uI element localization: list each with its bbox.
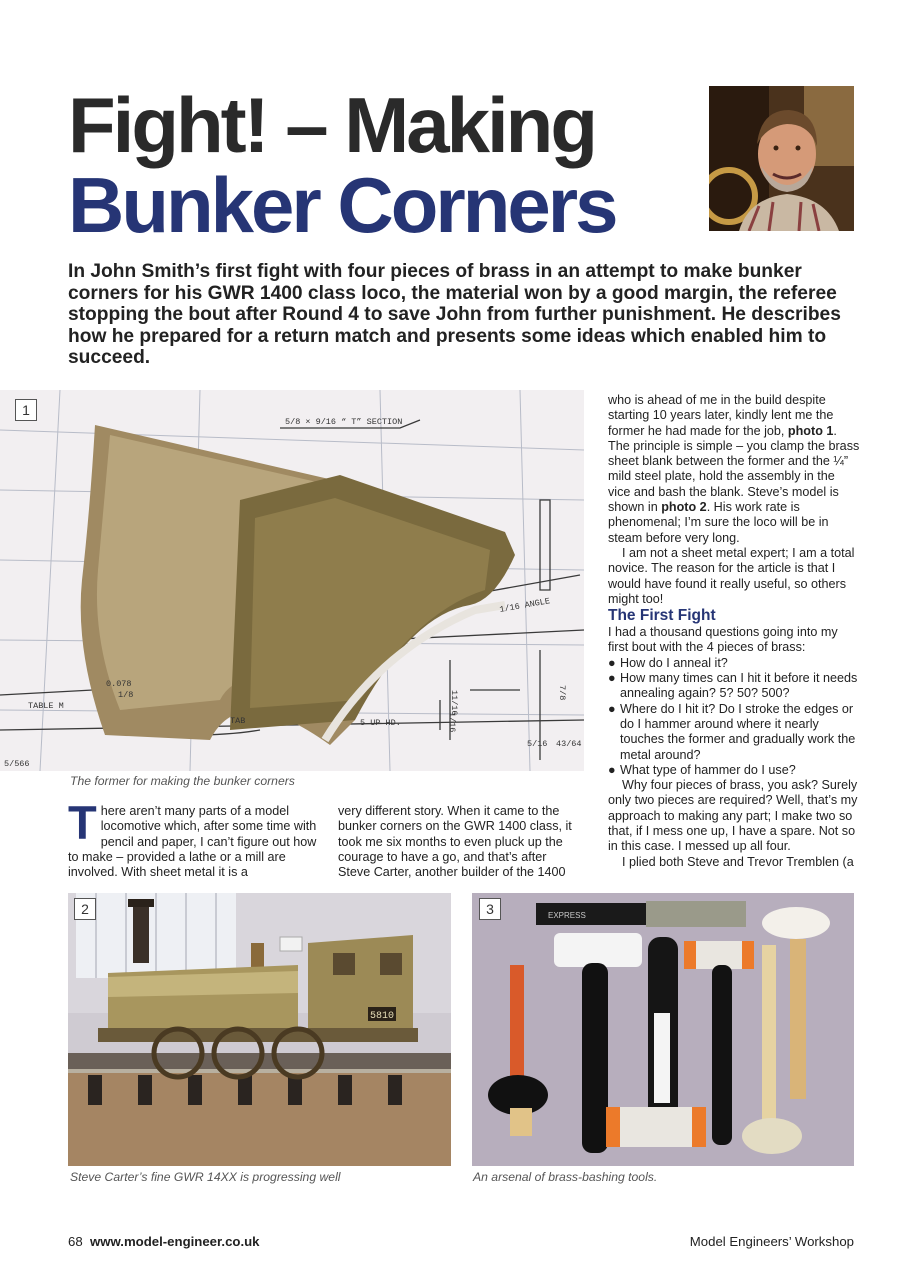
photo-1-caption: The former for making the bunker corners <box>70 774 295 788</box>
col3-paragraph-4: Why four pieces of brass, you ask? Surely only two pieces are required? Well, that’s my approach to making any part; I make two so that, if I mess one up, I have a spare. Not so in this case. I messed up all four. <box>608 778 858 854</box>
col1-text: here aren’t many parts of a model locomotive which, after some time with pencil and paper, I can’t figure out how to make – provided a lathe or a mill are involved. With sheet metal it is a <box>68 804 317 880</box>
title-line-1: Fight! – Making <box>68 81 595 169</box>
photo-1-reference: photo 1 <box>787 423 834 438</box>
title-line-2: Bunker Corners <box>68 161 616 249</box>
drawing-label: 5/8 × 9/16 “ T” SECTION <box>285 417 403 427</box>
loco-number-plate: 5810 <box>370 1011 395 1022</box>
col3-paragraph-5: I plied both Steve and Trevor Tremblen (a <box>622 854 854 869</box>
list-item: ● What type of hammer do I use? <box>608 762 796 777</box>
article-column-1 <box>68 796 324 880</box>
photo-3-number: 3 <box>479 898 501 920</box>
col3-paragraph-1: who is ahead of me in the build despite starting 10 years later, kindly lent me the former he had made for the job, photo 1. The principle is simple – you clamp the brass sheet blank between the former and the ¼” mild steel plate, hold the assembly in the vice and bash the blank. Steve’s model is shown in photo 2. His work rate is phenomenal; I’m sure the loco will be in steam before very long. <box>608 393 860 545</box>
drop-cap: T <box>68 796 97 849</box>
col3-paragraph-3: I had a thousand questions going into my first bout with the 4 pieces of brass: <box>608 625 838 655</box>
photo-2-caption: Steve Carter’s fine GWR 14XX is progressing well <box>70 1170 341 1184</box>
drawing-label: 43/64 <box>556 739 582 749</box>
photo-3-caption: An arsenal of brass-bashing tools. <box>473 1170 658 1184</box>
drawing-label: 5/566 <box>4 759 30 769</box>
col3-paragraph-2: I am not a sheet metal expert; I am a total novice. The reason for the article is that I would have found it really useful, so others might too! <box>608 545 855 606</box>
drawing-label: 11/16 <box>449 690 459 716</box>
photo-2-number: 2 <box>74 898 96 920</box>
section-heading: The First Fight <box>608 607 716 625</box>
drawing-label: TAB <box>230 716 246 726</box>
footer-magazine-name: Model Engineers’ Workshop <box>689 1234 854 1249</box>
drawing-label: TABLE M <box>28 701 64 711</box>
drawing-label: 7/8 <box>557 685 567 701</box>
hammers-image <box>472 893 854 1166</box>
drawing-label: 1/16 <box>447 712 457 733</box>
article-column-3 <box>608 393 860 870</box>
drawing-label: 0.078 <box>106 679 132 689</box>
author-photo <box>709 86 854 231</box>
locomotive-image <box>68 893 451 1166</box>
question-list <box>608 656 860 778</box>
photo-2 <box>68 893 451 1166</box>
page-number: 68 <box>68 1234 83 1249</box>
photo-1-number: 1 <box>15 399 37 421</box>
list-item: ● How do I anneal it? <box>608 655 728 670</box>
drawing-label: 1/8 <box>118 690 134 700</box>
photo-2-reference: photo 2 <box>661 500 707 515</box>
drawing-label: 5/16 <box>527 739 548 749</box>
former-drawing <box>0 390 584 771</box>
drawing-label: 1/16 ANGLE <box>498 596 551 615</box>
list-item: ● How many times can I hit it before it needs annealing again? 5? 50? 500? <box>608 671 858 701</box>
standfirst: In John Smith’s first fight with four pieces of brass in an attempt to make bunker corners for his GWR 1400 class loco, the material won by a good margin, the referee stopping the bout after Round 4 to save John from further punishment. He describes how he prepared for a return match and presents some ideas which enabled him to succeed. <box>68 261 841 368</box>
footer-left <box>68 1234 260 1249</box>
list-item: ● Where do I hit it? Do I stroke the edges or do I hammer around where it nearly touches the former and gradually work the metal around? <box>608 701 856 762</box>
footer-website[interactable]: www.model-engineer.co.uk <box>90 1234 260 1249</box>
photo-3 <box>472 893 854 1166</box>
photo-1 <box>0 390 584 771</box>
drawing-label: 5 UP HD. <box>360 718 401 728</box>
tool-handle-text: EXPRESS <box>548 911 586 920</box>
col2-text: very different story. When it came to the bunker corners on the GWR 1400 class, it took me six months to even pluck up the courage to have a go, and that’s after Steve Carter, another builder of the 1400 <box>338 804 572 880</box>
article-column-2 <box>338 804 578 880</box>
